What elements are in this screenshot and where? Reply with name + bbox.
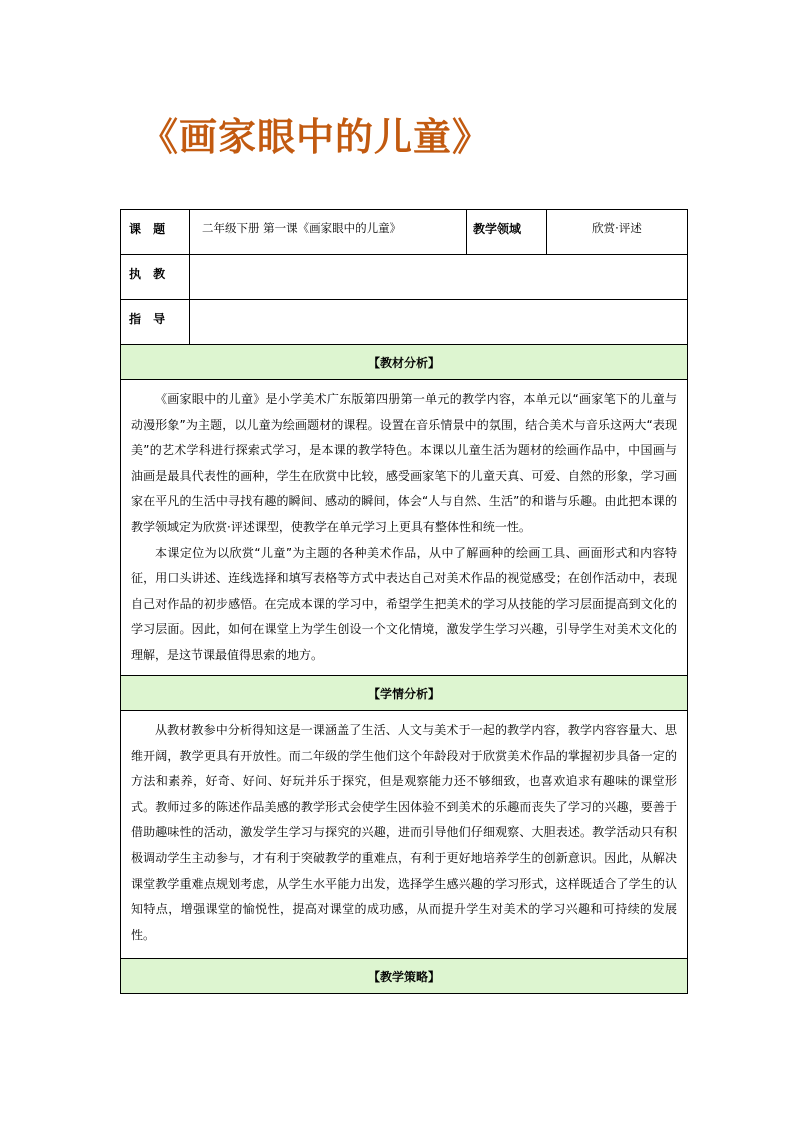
topic-value: 二年级下册 第一课《画家眼中的儿童》 <box>190 210 467 255</box>
textbook-analysis-text <box>121 380 688 676</box>
section-body-row <box>121 380 688 676</box>
guide-label: 指 导 <box>121 300 190 345</box>
section-heading-student-analysis: 【学情分析】 <box>121 676 688 711</box>
guide-row <box>121 300 688 345</box>
domain-label: 教学领域 <box>467 210 547 255</box>
paragraph: 本课定位为以欣赏“儿童”为主题的各种美术作品，从中了解画种的绘画工具、画面形式和内容特征，用口头讲述、连线选择和填写表格等方式中表达自己对美术作品的视觉感受；在创作活动中，表现自己对作品的初步感悟。在完成本课的学习中，希望学生把美术的学习从技能的学习层面提高到文化的学习层面。因此，如何在课堂上为学生创设一个文化情境，激发学生学习兴趣，引导学生对美术文化的理解，是这节课最值得思索的地方。 <box>131 545 677 662</box>
guide-value <box>190 300 688 345</box>
paragraph: 《画家眼中的儿童》是小学美术广东版第四册第一单元的教学内容，本单元以“画家笔下的儿童与动漫形象”为主题，以儿童为绘画题材的课程。设置在音乐情景中的氛围，结合美术与音乐这两大“表现美”的艺术学科进行探索式学习，是本课的教学特色。本课以儿童生活为题材的绘画作品中，中国画与油画是最具代表性的画种，学生在欣赏中比较，感受画家笔下的儿童天真、可爱、自然的形象，学习画家在平凡的生活中寻找有趣的瞬间、感动的瞬间，体会“人与自然、生活”的和谐与乐趣。由此把本课的教学领域定为欣赏·评述课型，使教学在单元学习上更具有整体性和统一性。 <box>131 392 677 534</box>
section-heading-row <box>121 345 688 380</box>
section-heading-teaching-strategy: 【教学策略】 <box>121 959 688 994</box>
student-analysis-text <box>121 711 688 959</box>
section-heading-row <box>121 676 688 711</box>
paragraph: 从教材教参中分析得知这是一课涵盖了生活、人文与美术于一起的教学内容，教学内容容量大、思维开阔，教学更具有开放性。而二年级的学生他们这个年龄段对于欣赏美术作品的掌握初步具备一定的方法和素养，好奇、好问、好玩并乐于探究，但是观察能力还不够细致，也喜欢追求有趣味的课堂形式。教师过多的陈述作品美感的教学形式会使学生因体验不到美术的乐趣而丧失了学习的兴趣，要善于借助趣味性的活动，激发学生学习与探究的兴趣，进而引导他们仔细观察、大胆表述。教学活动只有积极调动学生主动参与，才有利于突破教学的重难点，有利于更好地培养学生的创新意识。因此，从解决课堂教学重难点规划考虑，从学生水平能力出发，选择学生感兴趣的学习形式，这样既适合了学生的认知特点，增强课堂的愉悦性，提高对课堂的成功感，从而提升学生对美术的学习兴趣和可持续的发展性。 <box>131 723 677 942</box>
document-title: 《画家眼中的儿童》 <box>140 114 492 159</box>
section-heading-row <box>121 959 688 994</box>
section-body-row <box>121 711 688 959</box>
lesson-plan-table <box>120 209 688 994</box>
teacher-label: 执 教 <box>121 255 190 300</box>
topic-row <box>121 210 688 255</box>
teacher-row <box>121 255 688 300</box>
topic-label: 课 题 <box>121 210 190 255</box>
teacher-value <box>190 255 688 300</box>
section-heading-textbook-analysis: 【教材分析】 <box>121 345 688 380</box>
domain-value: 欣赏·评述 <box>547 210 688 255</box>
